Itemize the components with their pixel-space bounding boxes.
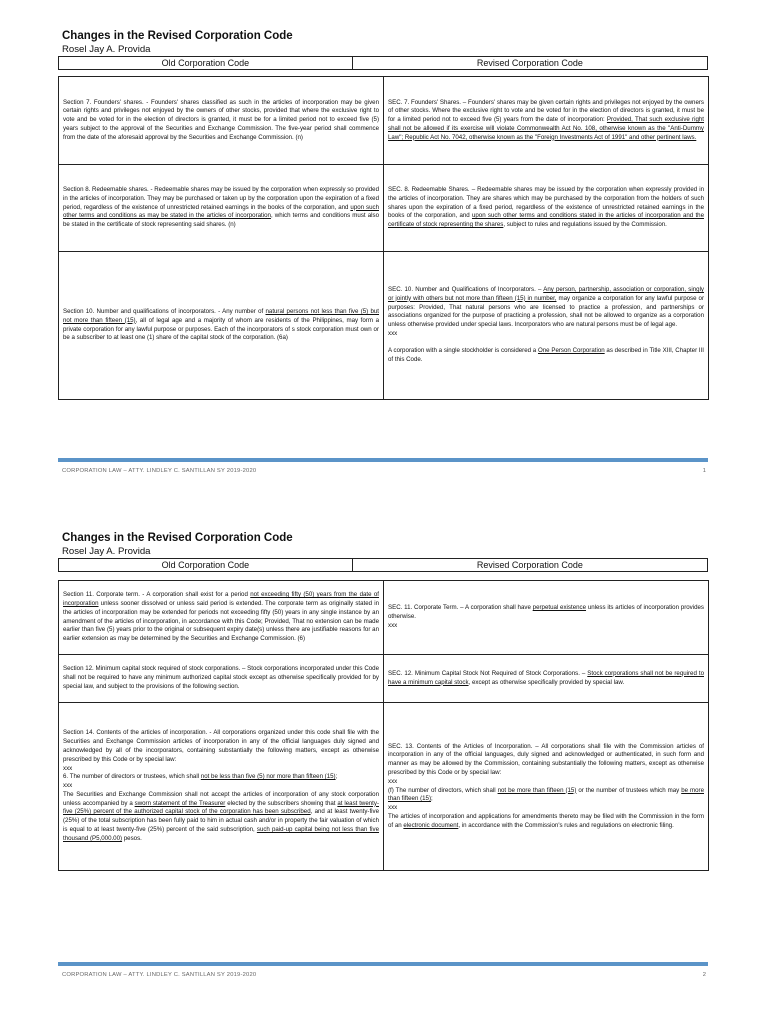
comparison-table	[58, 76, 709, 400]
table-row	[59, 77, 709, 165]
page-2	[0, 512, 768, 1024]
footer-bar	[58, 962, 708, 966]
old-cell: Section 12. Minimum capital stock required of stock corporations. – Stock corporations incorporated under this Code shall not be required to have any minimum authorized capital stock except as otherwise specifically provided for by special law, and subject to the provisions of the following section.	[59, 655, 384, 703]
col-new-header: Revised Corporation Code	[352, 559, 707, 572]
author: Rosel Jay A. Provida	[62, 44, 151, 55]
doc-title: Changes in the Revised Corporation Code	[62, 30, 293, 42]
col-old-header: Old Corporation Code	[59, 559, 353, 572]
table-row	[59, 581, 709, 655]
old-cell: Section 14. Contents of the articles of incorporation. - All corporations organized under this code shall file with the Securities and Exchange Commission articles of incorporation in any of the official languages duly signed and acknowledged by all of the incorporators, containing substantially the following matters, except as otherwise prescribed by this Code or by special law: xxx 6. The number of directors or trustees, which shall not be less than five (5) nor more than fifteen (15); xxx The Securities and Exchange Commission shall not accept the articles of incorporation of any stock corporation unless accompanied by a sworn statement of the Treasurer elected by the subscribers showing that at least twenty-five (25%) percent of the authorized capital stock of the corporation has been subscribed, and at least twenty-five (25%) of the total subscription has been fully paid to him in actual cash and/or in property the fair valuation of which is equal to at least twenty-five (25%) percent of the said subscription, such paid-up capital being not less than five thousand (P5,000.00) pesos.	[59, 703, 384, 871]
column-header	[58, 56, 708, 70]
table-row	[59, 703, 709, 871]
page-number: 1	[702, 468, 706, 474]
table-row	[59, 655, 709, 703]
table-row	[59, 165, 709, 252]
new-cell: SEC. 13. Contents of the Articles of Incorporation. – All corporations shall file with the Commission articles of incorporation in any of the official languages, duly signed and acknowledged or authenticated, in such form and manner as may be allowed by the Commission, containing substantially the following matters, except as otherwise prescribed by this Code or by special law: xxx (f) The number of directors, which shall not be more than fifteen (15) or the number of trustees which may be more than fifteen (15); xxx The articles of incorporation and applications for amendments thereto may be filed with the Commission in the form of an electronic document, in accordance with the Commission's rules and regulations on electronic filing.	[384, 703, 709, 871]
new-cell: SEC. 7. Founders' Shares. – Founders' shares may be given certain rights and privileges not enjoyed by the owners of other stocks. Where the exclusive right to vote and be voted for in the election of directors is granted, it must be for a limited period not to exceed five (5) years from the date of incorporation: Provided, That such exclusive right shall not be allowed if its exercise will violate Commonwealth Act No. 108, otherwise known as the "Anti-Dummy Law"; Republic Act No. 7042, otherwise known as the "Foreign Investments Act of 1991" and other pertinent laws.	[384, 77, 709, 165]
col-new-header: Revised Corporation Code	[352, 57, 707, 70]
author: Rosel Jay A. Provida	[62, 546, 151, 557]
old-cell: Section 10. Number and qualifications of incorporators. - Any number of natural persons not less than five (5) but not more than fifteen (15), all of legal age and a majority of whom are residents of the Philippines, may form a private corporation for any lawful purpose or purposes. Each of the incorporators of s stock corporation must own or be a subscriber to at least one (1) share of the capital stock of the corporation. (6a)	[59, 252, 384, 400]
col-old-header: Old Corporation Code	[59, 57, 353, 70]
old-cell: Section 8. Redeemable shares. - Redeemable shares may be issued by the corporation when expressly so provided in the articles of incorporation. They may be purchased or taken up by the corporation upon the expiration of a fixed period, regardless of the existence of unrestricted retained earnings in the books of the corporation, and upon such other terms and conditions as may be stated in the articles of incorporation, which terms and conditions must also be stated in the certificate of stock representing said shares. (n)	[59, 165, 384, 252]
new-cell: SEC. 10. Number and Qualifications of Incorporators. – Any person, partnership, association or corporation, singly or jointly with others but not more than fifteen (15) in number, may organize a corporation for any lawful purpose or purposes: Provided, That natural persons who are licensed to practice a profession, and partnerships or associations organized for the purpose of practicing a profession, shall not be allowed to organize as a corporation unless otherwise provided under special laws. Incorporators who are natural persons must be of legal age. xxx A corporation with a single stockholder is considered a One Person Corporation as described in Title XIII, Chapter III of this Code.	[384, 252, 709, 400]
doc-title: Changes in the Revised Corporation Code	[62, 532, 293, 544]
footer-text: CORPORATION LAW – ATTY. LINDLEY C. SANTILLAN SY 2019-2020	[62, 468, 257, 474]
page-number: 2	[702, 972, 706, 978]
table-row	[59, 252, 709, 400]
new-cell: SEC. 8. Redeemable Shares. – Redeemable shares may be issued by the corporation when expressly provided in the articles of incorporation. They are shares which may be purchased by the corporation from the holders of such shares upon the expiration of a fixed period, regardless of the existence of unrestricted retained earnings in the books of the corporation, and upon such other terms and conditions stated in the articles of incorporation and the certificate of stock representing the shares, subject to rules and regulations issued by the Commission.	[384, 165, 709, 252]
old-cell: Section 11. Corporate term. - A corporation shall exist for a period not exceeding fifty (50) years from the date of incorporation unless sooner dissolved or unless said period is extended. The corporate term as originally stated in the articles of incorporation may be extended for periods not exceeding fifty (50) years in any single instance by an amendment of the articles of incorporation, in accordance with this Code; Provided, That no extension can be made earlier than five (5) years prior to the original or subsequent expiry date(s) unless there are justifiable reasons for an earlier extension as may be determined by the Securities and Exchange Commission. (6)	[59, 581, 384, 655]
comparison-table	[58, 580, 709, 871]
new-cell: SEC. 12. Minimum Capital Stock Not Required of Stock Corporations. – Stock corporations shall not be required to have a minimum capital stock, except as otherwise specifically provided by special law.	[384, 655, 709, 703]
column-header	[58, 558, 708, 572]
old-cell: Section 7. Founders' shares. - Founders' shares classified as such in the articles of incorporation may be given certain rights and privileges not enjoyed by the owners of other stocks, provided that where the exclusive right to vote and be voted for in the election of directors is granted, it must be for a limited period not to exceed five (5) years subject to the approval of the Securities and Exchange Commission. The five-year period shall commence from the date of the aforesaid approval by the Securities and Exchange Commission. (n)	[59, 77, 384, 165]
footer-text: CORPORATION LAW – ATTY. LINDLEY C. SANTILLAN SY 2019-2020	[62, 972, 257, 978]
new-cell: SEC. 11. Corporate Term. – A corporation shall have perpetual existence unless its articles of incorporation provides otherwise. xxx	[384, 581, 709, 655]
footer-bar	[58, 458, 708, 462]
